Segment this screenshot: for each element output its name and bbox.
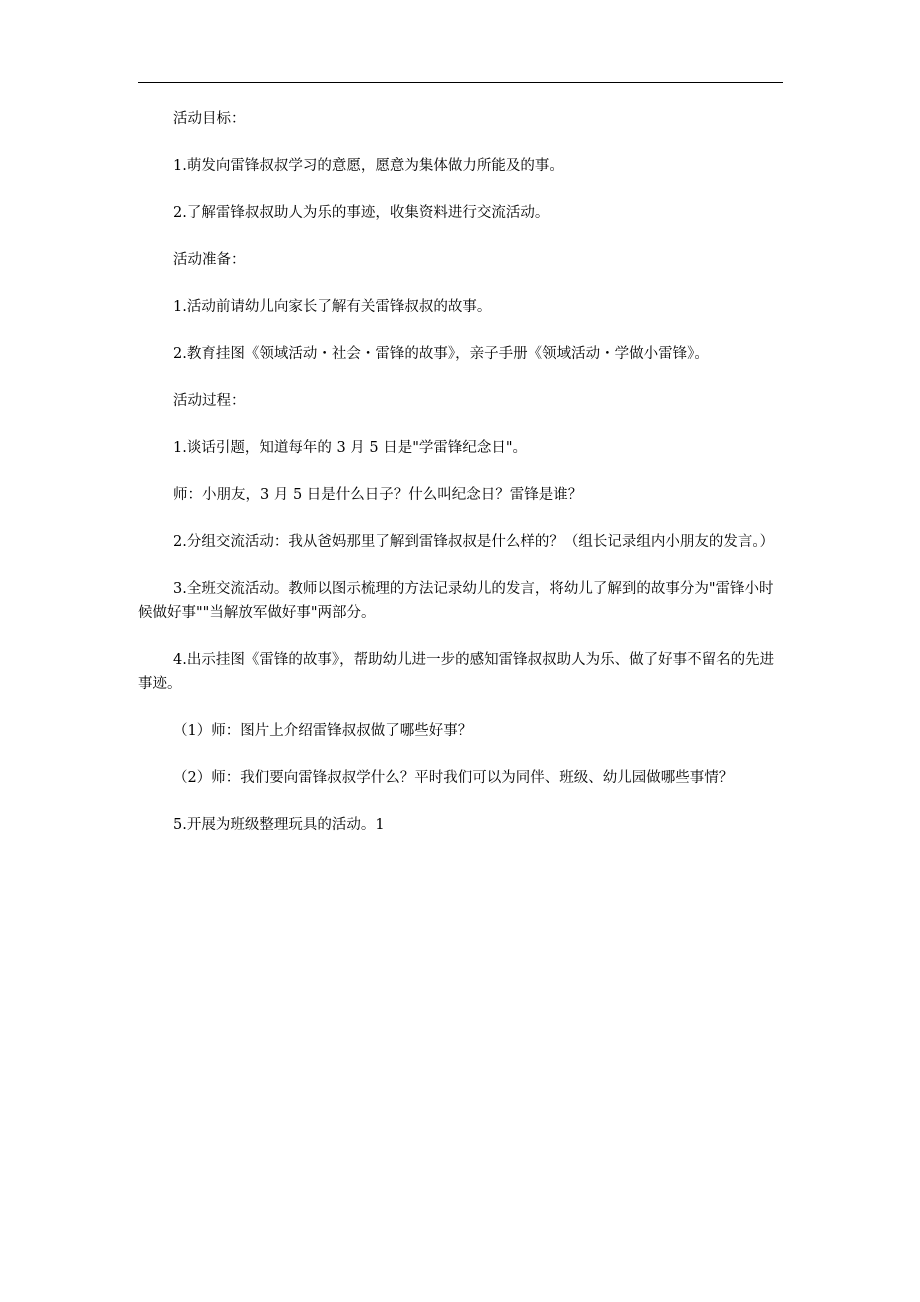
document-body [138, 107, 785, 860]
process-item-5: 5.开展为班级整理玩具的活动。1 [173, 817, 385, 833]
section-heading-process: 活动过程： [173, 393, 246, 409]
process-item-1: 1.谈话引题，知道每年的 3 月 5 日是"学雷锋纪念日"。 [173, 440, 528, 456]
goal-item-2: 2.了解雷锋叔叔助人为乐的事迹，收集资料进行交流活动。 [173, 205, 550, 221]
section-heading-goals: 活动目标： [173, 111, 246, 127]
teacher-question: 师：小朋友，3 月 5 日是什么日子？什么叫纪念日？雷锋是谁？ [173, 487, 583, 503]
section-heading-preparation: 活动准备： [173, 252, 246, 268]
preparation-item-2: 2.教育挂图《领域活动・社会・雷锋的故事》，亲子手册《领域活动・学做小雷锋》。 [173, 346, 709, 362]
goal-item-1: 1.萌发向雷锋叔叔学习的意愿，愿意为集体做力所能及的事。 [173, 158, 564, 174]
sub-question-2: （2）师：我们要向雷锋叔叔学什么？平时我们可以为同伴、班级、幼儿园做哪些事情？ [173, 770, 734, 786]
process-item-3: 3.全班交流活动。教师以图示梳理的方法记录幼儿的发言，将幼儿了解到的故事分为"雷锋小时候做好事""当解放军做好事"两部分。 [138, 581, 774, 621]
header-rule [138, 82, 783, 83]
sub-question-1: （1）师：图片上介绍雷锋叔叔做了哪些好事？ [173, 723, 473, 739]
process-item-2: 2.分组交流活动：我从爸妈那里了解到雷锋叔叔是什么样的？（组长记录组内小朋友的发言。） [173, 534, 775, 550]
process-item-4: 4.出示挂图《雷锋的故事》，帮助幼儿进一步的感知雷锋叔叔助人为乐、做了好事不留名的先进事迹。 [138, 652, 775, 692]
preparation-item-1: 1.活动前请幼儿向家长了解有关雷锋叔叔的故事。 [173, 299, 492, 315]
